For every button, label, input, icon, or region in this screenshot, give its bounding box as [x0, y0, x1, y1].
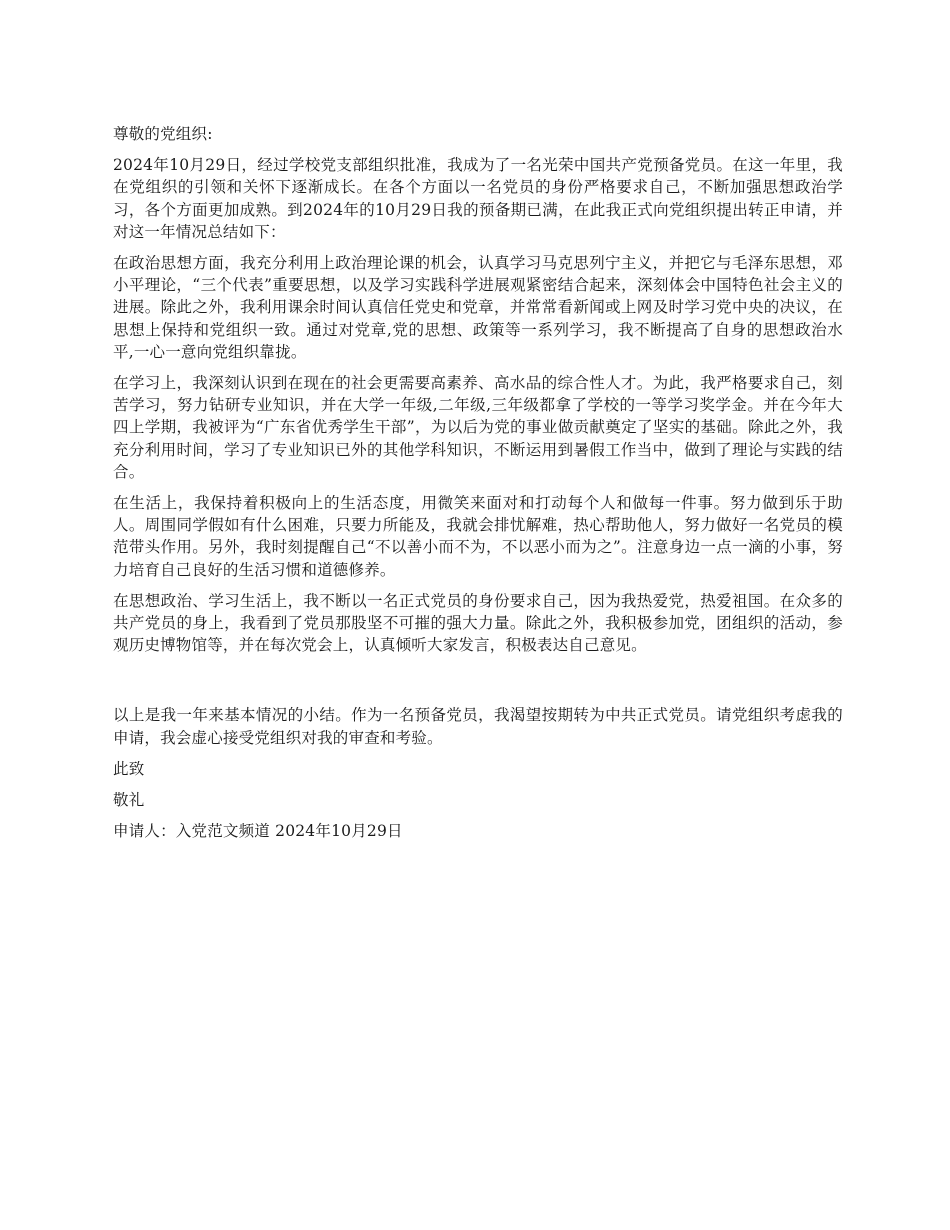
paragraph-life: 在生活上，我保持着积极向上的生活态度，用微笑来面对和打动每个人和做每一件事。努力做到乐于助人。周围同学假如有什么困难，只要力所能及，我就会排忧解难，热心帮助他人，努力做好一名党员的模范带头作用。另外，我时刻提醒自己“不以善小而不为，不以恶小而为之”。注意身边一点一滴的小事，努力培育自己良好的生活习惯和道德修养。 — [113, 494, 843, 579]
paragraph-ideology: 在思想政治、学习生活上，我不断以一名正式党员的身份要求自己，因为我热爱党，热爱祖国。在众多的共产党员的身上，我看到了党员那股坚不可摧的强大力量。除此之外，我积极参加党，团组织的活动，参观历史博物馆等，并在每次党会上，认真倾听大家发言，积极表达自己意见。 — [113, 591, 843, 655]
paragraph-politics: 在政治思想方面，我充分利用上政治理论课的机会，认真学习马克思列宁主义，并把它与毛泽东思想，邓小平理论，“三个代表”重要思想，以及学习实践科学进展观紧密结合起来，深刻体会中国特色社会主义的进展。除此之外，我利用课余时间认真信任党史和党章，并常常看新闻或上网及时学习党中央的决议，在思想上保持和党组织一致。通过对党章,党的思想、政策等一系列学习，我不断提高了自身的思想政治水平,一心一意向党组织靠拢。 — [113, 254, 843, 361]
closing-regards: 敬礼 — [113, 791, 145, 810]
letter-body — [113, 123, 843, 851]
signature-line: 申请人：入党范文频道 2024年10月29日 — [113, 822, 403, 841]
closing-salute: 此致 — [113, 759, 145, 778]
salutation: 尊敬的党组织: — [113, 125, 213, 143]
paragraph-summary: 以上是我一年来基本情况的小结。作为一名预备党员，我渴望按期转为中共正式党员。请党组织考虑我的申请，我会虚心接受党组织对我的审查和考验。 — [113, 706, 843, 747]
paragraph-intro: 2024年10月29日，经过学校党支部组织批准，我成为了一名光荣中国共产党预备党员。在这一年里，我在党组织的引领和关怀下逐渐成长。在各个方面以一名党员的身份严格要求自己，不断加强思想政治学习，各个方面更加成熟。到2024年的10月29日我的预备期已满，在此我正式向党组织提出转正申请，并对这一年情况总结如下： — [113, 156, 843, 241]
paragraph-study: 在学习上，我深刻认识到在现在的社会更需要高素养、高水品的综合性人才。为此，我严格要求自己，刻苦学习，努力钻研专业知识，并在大学一年级,二年级,三年级都拿了学校的一等学习奖学金。并在今年大四上学期，我被评为“广东省优秀学生干部”，为以后为党的事业做贡献奠定了坚实的基础。除此之外，我充分利用时间，学习了专业知识已外的其他学科知识，不断运用到暑假工作当中，做到了理论与实践的结合。 — [113, 374, 843, 481]
